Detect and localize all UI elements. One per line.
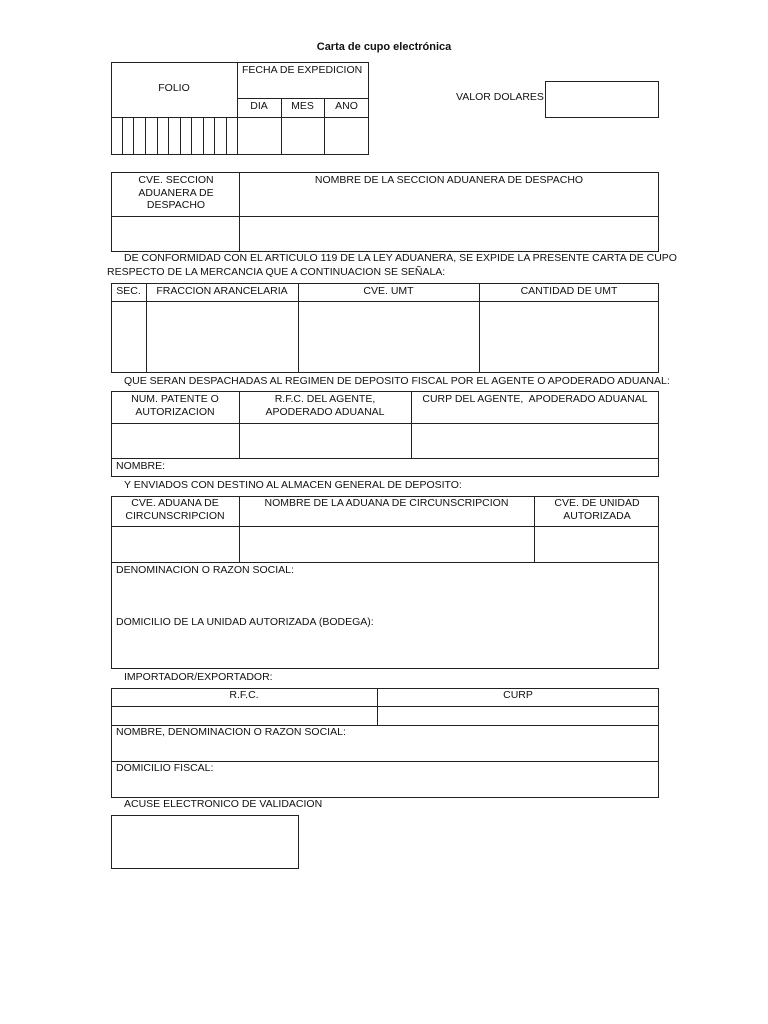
denominacion-label: DENOMINACION O RAZON SOCIAL: bbox=[116, 564, 294, 576]
acuse-box[interactable] bbox=[111, 815, 299, 869]
num-patente-header: NUM. PATENTE O AUTORIZACION bbox=[131, 393, 219, 418]
domicilio-bodega-label: DOMICILIO DE LA UNIDAD AUTORIZADA (BODEGA): bbox=[116, 616, 374, 628]
rfc-importador-header: R.F.C. bbox=[229, 689, 259, 701]
dia-label: DIA bbox=[250, 100, 268, 112]
valor-dolares-field[interactable] bbox=[545, 81, 659, 118]
page-title: Carta de cupo electrónica bbox=[316, 41, 452, 53]
despachadas-text: QUE SERAN DESPACHADAS AL REGIMEN DE DEPOSITO FISCAL POR EL AGENTE O APODERADO ADUANAL: bbox=[124, 375, 670, 387]
fraccion-header: FRACCION ARANCELARIA bbox=[156, 285, 288, 297]
ano-label: ANO bbox=[335, 100, 358, 112]
nombre-importador-label: NOMBRE, DENOMINACION O RAZON SOCIAL: bbox=[116, 726, 346, 738]
nombre-aduana-header: NOMBRE DE LA ADUANA DE CIRCUNSCRIPCION bbox=[264, 497, 509, 509]
mes-label: MES bbox=[291, 100, 314, 112]
folio-label: FOLIO bbox=[158, 82, 190, 94]
cve-unidad-header: CVE. DE UNIDAD AUTORIZADA bbox=[554, 497, 640, 522]
conformidad-text-line1: DE CONFORMIDAD CON EL ARTICULO 119 DE LA LEY ADUANERA, SE EXPIDE LA PRESENTE CARTA DE CUPO bbox=[124, 252, 677, 264]
conformidad-text-line2: RESPECTO DE LA MERCANCIA QUE A CONTINUACION SE SEÑALA: bbox=[107, 266, 446, 278]
cantidad-umt-header: CANTIDAD DE UMT bbox=[520, 285, 618, 297]
importador-table bbox=[111, 688, 659, 798]
sec-header: SEC. bbox=[116, 285, 141, 297]
domicilio-fiscal-label: DOMICILIO FISCAL: bbox=[116, 762, 214, 774]
importador-label: IMPORTADOR/EXPORTADOR: bbox=[124, 671, 273, 683]
cve-seccion-label: CVE. SECCION ADUANERA DE DESPACHO bbox=[138, 174, 214, 211]
enviados-text: Y ENVIADOS CON DESTINO AL ALMACEN GENERAL DE DEPOSITO: bbox=[124, 479, 462, 491]
valor-dolares-label: VALOR DOLARES bbox=[456, 91, 544, 103]
rfc-agente-header: R.F.C. DEL AGENTE, APODERADO ADUANAL bbox=[265, 393, 385, 418]
cve-aduana-header: CVE. ADUANA DE CIRCUNSCRIPCION bbox=[125, 497, 225, 522]
fecha-expedicion-label: FECHA DE EXPEDICION bbox=[242, 64, 363, 76]
curp-agente-header: CURP DEL AGENTE, APODERADO ADUANAL bbox=[422, 393, 648, 405]
acuse-label: ACUSE ELECTRONICO DE VALIDACION bbox=[124, 798, 323, 810]
nombre-seccion-label: NOMBRE DE LA SECCION ADUANERA DE DESPACHO bbox=[314, 174, 584, 186]
cve-umt-header: CVE. UMT bbox=[363, 285, 414, 297]
nombre-agente-label: NOMBRE: bbox=[116, 460, 166, 472]
curp-importador-header: CURP bbox=[503, 689, 533, 701]
